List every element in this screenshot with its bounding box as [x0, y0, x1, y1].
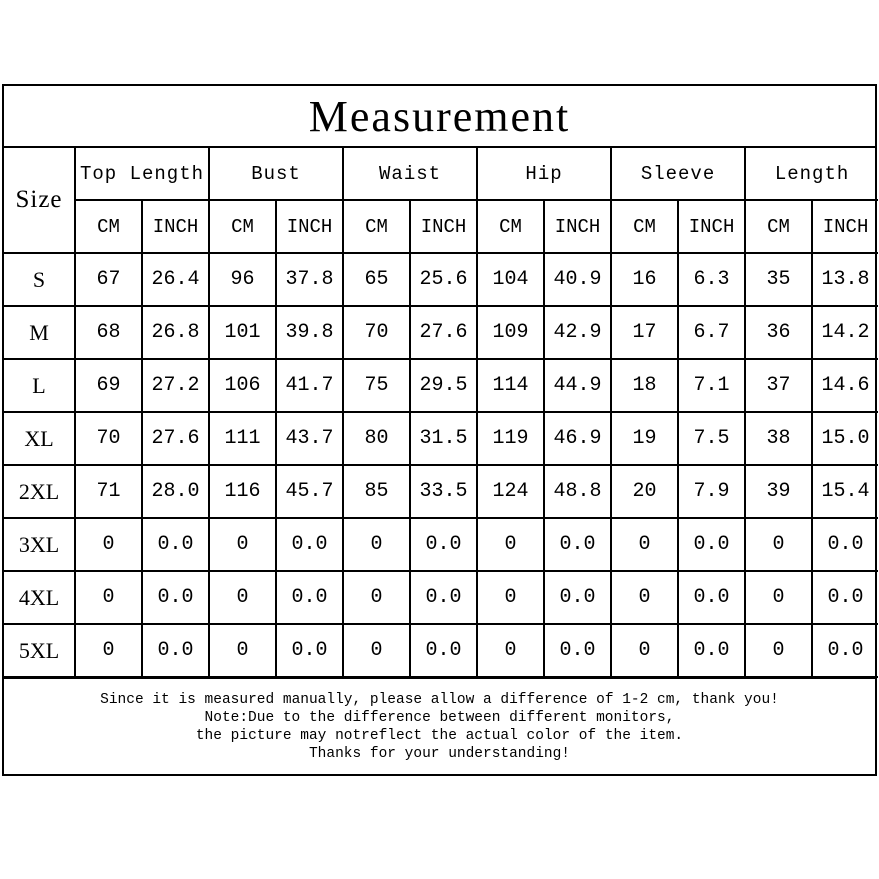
inch-value-cell: 0.0 — [142, 571, 209, 624]
group-header-bust: Bust — [209, 148, 343, 200]
cm-value-cell: 37 — [745, 359, 812, 412]
cm-value-cell: 101 — [209, 306, 276, 359]
table-row — [4, 253, 878, 306]
size-table-body — [4, 148, 878, 677]
cm-value-cell: 119 — [477, 412, 544, 465]
inch-value-cell: 39.8 — [276, 306, 343, 359]
table-row — [4, 624, 878, 677]
size-cell: M — [4, 306, 75, 359]
unit-header-row — [4, 200, 878, 253]
inch-value-cell: 0.0 — [678, 518, 745, 571]
unit-inch: INCH — [276, 200, 343, 253]
cm-value-cell: 124 — [477, 465, 544, 518]
group-header-sleeve: Sleeve — [611, 148, 745, 200]
cm-value-cell: 19 — [611, 412, 678, 465]
inch-value-cell: 0.0 — [544, 624, 611, 677]
inch-value-cell: 48.8 — [544, 465, 611, 518]
inch-value-cell: 7.5 — [678, 412, 745, 465]
cm-value-cell: 0 — [75, 571, 142, 624]
cm-value-cell: 0 — [209, 624, 276, 677]
cm-value-cell: 0 — [75, 624, 142, 677]
inch-value-cell: 7.9 — [678, 465, 745, 518]
cm-value-cell: 36 — [745, 306, 812, 359]
cm-value-cell: 16 — [611, 253, 678, 306]
cm-value-cell: 70 — [75, 412, 142, 465]
table-row — [4, 359, 878, 412]
cm-value-cell: 0 — [343, 624, 410, 677]
inch-value-cell: 0.0 — [812, 571, 878, 624]
inch-value-cell: 0.0 — [276, 518, 343, 571]
inch-value-cell: 0.0 — [142, 624, 209, 677]
cm-value-cell: 0 — [343, 518, 410, 571]
unit-cm: CM — [75, 200, 142, 253]
inch-value-cell: 0.0 — [544, 518, 611, 571]
cm-value-cell: 0 — [611, 624, 678, 677]
cm-value-cell: 116 — [209, 465, 276, 518]
cm-value-cell: 39 — [745, 465, 812, 518]
cm-value-cell: 38 — [745, 412, 812, 465]
unit-cm: CM — [745, 200, 812, 253]
group-header-waist: Waist — [343, 148, 477, 200]
inch-value-cell: 14.6 — [812, 359, 878, 412]
inch-value-cell: 40.9 — [544, 253, 611, 306]
inch-value-cell: 43.7 — [276, 412, 343, 465]
inch-value-cell: 15.4 — [812, 465, 878, 518]
inch-value-cell: 0.0 — [410, 518, 477, 571]
cm-value-cell: 0 — [745, 571, 812, 624]
group-header-hip: Hip — [477, 148, 611, 200]
group-header-length: Length — [745, 148, 878, 200]
inch-value-cell: 45.7 — [276, 465, 343, 518]
inch-value-cell: 0.0 — [276, 571, 343, 624]
cm-value-cell: 65 — [343, 253, 410, 306]
cm-value-cell: 0 — [209, 571, 276, 624]
cm-value-cell: 17 — [611, 306, 678, 359]
inch-value-cell: 6.3 — [678, 253, 745, 306]
inch-value-cell: 25.6 — [410, 253, 477, 306]
cm-value-cell: 35 — [745, 253, 812, 306]
inch-value-cell: 27.2 — [142, 359, 209, 412]
cm-value-cell: 0 — [477, 571, 544, 624]
inch-value-cell: 0.0 — [544, 571, 611, 624]
inch-value-cell: 15.0 — [812, 412, 878, 465]
cm-value-cell: 67 — [75, 253, 142, 306]
size-cell: 2XL — [4, 465, 75, 518]
cm-value-cell: 0 — [75, 518, 142, 571]
group-header-top-length: Top Length — [75, 148, 209, 200]
inch-value-cell: 0.0 — [678, 624, 745, 677]
table-row — [4, 412, 878, 465]
inch-value-cell: 29.5 — [410, 359, 477, 412]
inch-value-cell: 14.2 — [812, 306, 878, 359]
cm-value-cell: 18 — [611, 359, 678, 412]
unit-inch: INCH — [544, 200, 611, 253]
unit-inch: INCH — [142, 200, 209, 253]
size-cell: 4XL — [4, 571, 75, 624]
inch-value-cell: 0.0 — [678, 571, 745, 624]
cm-value-cell: 111 — [209, 412, 276, 465]
table-row — [4, 571, 878, 624]
inch-value-cell: 6.7 — [678, 306, 745, 359]
inch-value-cell: 42.9 — [544, 306, 611, 359]
size-table — [4, 148, 878, 678]
inch-value-cell: 26.8 — [142, 306, 209, 359]
cm-value-cell: 0 — [611, 518, 678, 571]
cm-value-cell: 70 — [343, 306, 410, 359]
inch-value-cell: 0.0 — [812, 624, 878, 677]
cm-value-cell: 71 — [75, 465, 142, 518]
inch-value-cell: 27.6 — [142, 412, 209, 465]
note-line: the picture may notreflect the actual color of the item. — [195, 727, 684, 744]
inch-value-cell: 44.9 — [544, 359, 611, 412]
cm-value-cell: 106 — [209, 359, 276, 412]
inch-value-cell: 0.0 — [812, 518, 878, 571]
unit-inch: INCH — [812, 200, 878, 253]
unit-cm: CM — [209, 200, 276, 253]
cm-value-cell: 68 — [75, 306, 142, 359]
cm-value-cell: 0 — [477, 518, 544, 571]
inch-value-cell: 33.5 — [410, 465, 477, 518]
cm-value-cell: 114 — [477, 359, 544, 412]
cm-value-cell: 104 — [477, 253, 544, 306]
cm-value-cell: 109 — [477, 306, 544, 359]
cm-value-cell: 0 — [745, 624, 812, 677]
group-header-row — [4, 148, 878, 200]
inch-value-cell: 27.6 — [410, 306, 477, 359]
inch-value-cell: 0.0 — [410, 571, 477, 624]
cm-value-cell: 75 — [343, 359, 410, 412]
inch-value-cell: 31.5 — [410, 412, 477, 465]
size-cell: L — [4, 359, 75, 412]
unit-inch: INCH — [410, 200, 477, 253]
inch-value-cell: 7.1 — [678, 359, 745, 412]
size-cell: 5XL — [4, 624, 75, 677]
cm-value-cell: 69 — [75, 359, 142, 412]
cm-value-cell: 0 — [343, 571, 410, 624]
unit-cm: CM — [611, 200, 678, 253]
size-cell: 3XL — [4, 518, 75, 571]
table-row — [4, 518, 878, 571]
inch-value-cell: 26.4 — [142, 253, 209, 306]
table-row — [4, 465, 878, 518]
inch-value-cell: 41.7 — [276, 359, 343, 412]
size-cell: S — [4, 253, 75, 306]
note-line: Thanks for your understanding! — [308, 745, 571, 762]
cm-value-cell: 80 — [343, 412, 410, 465]
cm-value-cell: 0 — [477, 624, 544, 677]
disclaimer-notes — [4, 677, 875, 774]
cm-value-cell: 0 — [745, 518, 812, 571]
size-cell: XL — [4, 412, 75, 465]
cm-value-cell: 85 — [343, 465, 410, 518]
inch-value-cell: 46.9 — [544, 412, 611, 465]
inch-value-cell: 13.8 — [812, 253, 878, 306]
unit-cm: CM — [343, 200, 410, 253]
unit-inch: INCH — [678, 200, 745, 253]
inch-value-cell: 0.0 — [276, 624, 343, 677]
table-row — [4, 306, 878, 359]
cm-value-cell: 96 — [209, 253, 276, 306]
chart-title: Measurement — [4, 86, 875, 148]
cm-value-cell: 0 — [209, 518, 276, 571]
unit-cm: CM — [477, 200, 544, 253]
inch-value-cell: 28.0 — [142, 465, 209, 518]
inch-value-cell: 0.0 — [410, 624, 477, 677]
inch-value-cell: 0.0 — [142, 518, 209, 571]
cm-value-cell: 20 — [611, 465, 678, 518]
measurement-chart — [2, 84, 877, 776]
inch-value-cell: 37.8 — [276, 253, 343, 306]
note-line: Note:Due to the difference between different monitors, — [204, 709, 675, 726]
size-header: Size — [4, 148, 75, 253]
cm-value-cell: 0 — [611, 571, 678, 624]
note-line: Since it is measured manually, please allow a difference of 1-2 cm, thank you! — [100, 691, 779, 708]
